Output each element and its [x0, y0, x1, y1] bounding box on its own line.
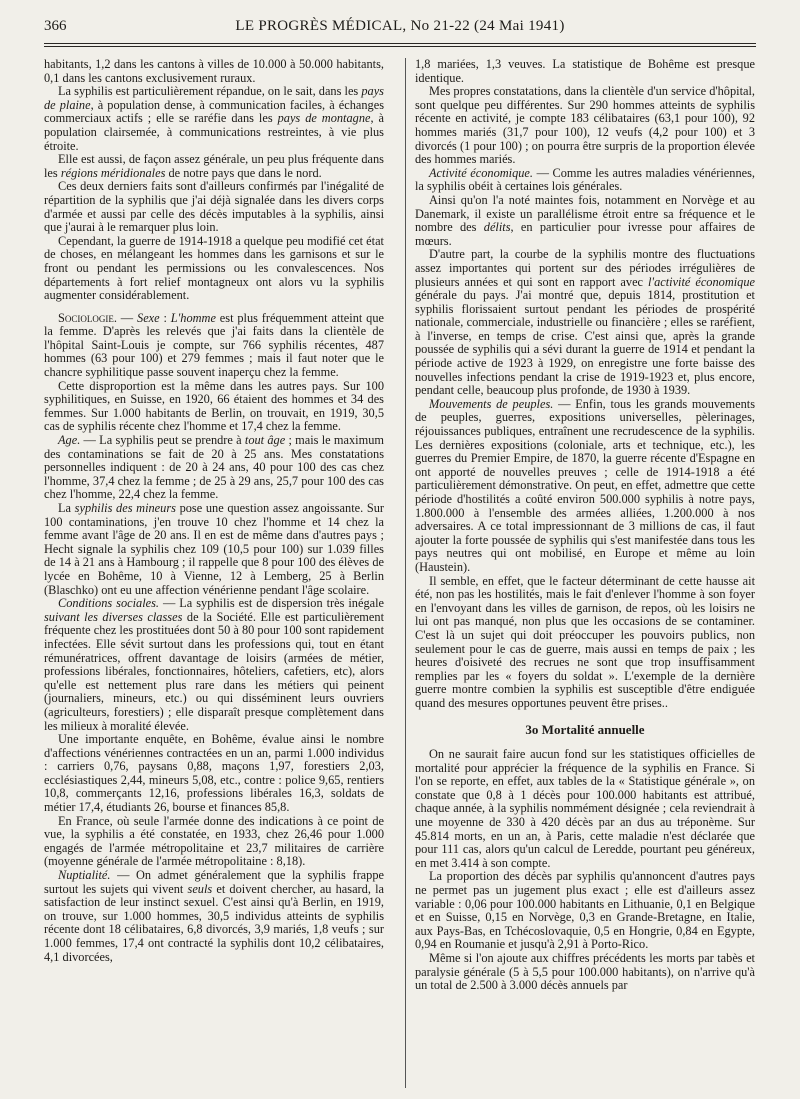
running-header	[44, 18, 756, 40]
paragraph: Cette disproportion est la même dans les autres pays. Sur 100 syphilitiques, en Suisse, en 1920, 66 étaient des hommes et 34 des femmes. Sur 1.000 habitants de Berlin, on trouvait, en 1919, 30,5 cas de syphilis récente chez l'homme et 17,4 chez la femme.	[44, 378, 384, 434]
paragraph: Il semble, en effet, que le facteur déterminant de cette hausse ait été, non pas les hostilités, mais le fait d'enlever l'homme à son foyer en l'envoyant dans les villes de garnison, de repos, où les loisirs ne lui ont pas manqué, non plus que les occasions de se contaminer. C'est là un sujet qui doit préoccuper les pouvoirs publics, non seulement pour le cas de guerre, mais aussi en temps de paix ; les heures d'oisiveté des recrues ne sont que trop insuffisamment remplies par les « foyers du soldat ». L'exemple de la dernière guerre montre combien la syphilis est susceptible d'être endiguée quand des mesures opportunes peuvent être prises..	[415, 573, 755, 710]
paragraph: La syphilis est particulièrement répandue, on le sait, dans les pays de plaine, à population dense, à communication faciles, à échanges commerciaux actifs ; elle se raréfie dans les pays de montagne, à population clairsemée, à communications restreintes, à vie plus étroite.	[44, 84, 385, 153]
header-rule	[44, 43, 756, 44]
paragraph: Une importante enquête, en Bohême, évalue ainsi le nombre d'affections vénériennes contractées en un an, parmi 1.000 individus : carriers 0,76, paysans 0,88, maçons 1,97, forestiers 2,03, ecclésiastiques 2,44, mineurs 5,08, etc., contre : police 9,65, rentiers 10,8, commerçants 12,16, professions libérales 16,3, soldats de métier 17,4, étudiants 26, bourse et finances 85,8.	[44, 732, 384, 815]
right-column	[415, 58, 755, 993]
paragraph: Elle est aussi, de façon assez générale, un peu plus fréquente dans les régions méridionales de notre pays que dans le nord.	[44, 152, 384, 180]
section-heading: 3o Mortalité annuelle	[525, 721, 645, 737]
paragraph-sociologie: Sociologie. — Sexe : L'homme est plus fréquemment atteint que la femme. D'après les relevés que j'ai faits dans la clientèle de l'hôpital Saint-Louis je compte, sur 766 syphilis récentes, 487 hommes (63 pour 100) et 279 femmes ; mais il faut noter que le chancre syphilitique passe souvent inaperçu chez la femme.	[44, 310, 384, 380]
column-divider	[405, 58, 406, 1088]
paragraph: Ces deux derniers faits sont d'ailleurs confirmés par l'inégalité de répartition de la syphilis que j'ai déjà signalée dans les divers corps d'armée et aussi par celle des décès imputables à la syphilis, ainsi que j'aurai à le remarquer plus loin.	[44, 179, 384, 235]
paragraph: Mes propres constatations, dans la clientèle d'un service d'hôpital, sont quelque peu différentes. Sur 290 hommes atteints de syphilis récente en activité, je compte 183 célibataires (63,1 pour 100), 92 hommes mariés (31,7 pour 100), 12 veufs (4,2 pour 100) et 3 divorcés (1 pour 100) ; on pourra être surpris de la proportion élevée des hommes mariés.	[415, 84, 755, 167]
paragraph: Ainsi qu'on l'a noté maintes fois, notamment en Norvège et au Danemark, il existe un parallélisme étroit entre sa fréquence et le nombre des délits, en particulier pour ivresse pour affaires de mœurs.	[415, 192, 756, 248]
left-column	[44, 58, 384, 964]
paragraph: habitants, 1,2 dans les cantons à villes de 10.000 à 50.000 habitants, 0,1 dans les cantons exclusivement ruraux.	[44, 57, 384, 85]
paragraph: Même si l'on ajoute aux chiffres précédents les morts par tabès et paralysie générale (5 à 5,5 pour 100.000 habitants), on n'arrive qu'à un total de 2.500 à 3.000 décès annuels par	[415, 951, 755, 993]
paragraph: En France, où seule l'armée donne des indications à ce point de vue, la syphilis a été constatée, en 1933, chez 26,46 pour 1.000 engagés de l'armée métropolitaine et 23,7 militaires de carrière (moyenne générale de l'armée métropolitaine : 8,18).	[44, 813, 384, 869]
paragraph-nuptialite: Nuptialité. — On admet généralement que la syphilis frappe surtout les sujets qui vivent seuls et doivent chercher, au hasard, la satisfaction de leur instinct sexuel. C'est ainsi qu'à Berlin, en 1919, on trouve, sur 1.000 hommes, 30,5 individus atteints de syphilis récente dont 18 célibataires, 6,8 divorcés, 3,9 mariés, 1,8 veufs ; sur 1.000 femmes, 17,4 ont contracté la syphilis dont 10,2 célibataires, 4,1 divorcées,	[44, 868, 384, 964]
paragraph-age: Age. — La syphilis peut se prendre à tout âge ; mais le maximum des contaminations se fait de 20 à 25 ans. Mes constatations personnelles indiquent : de 20 à 24 ans, 40 pour 100 des cas chez l'homme, 37,4 chez la femme ; de 25 à 29 ans, 25,7 pour 100 des cas chez l'homme, 22,4 chez la femme.	[44, 433, 384, 502]
page-number: 366	[44, 18, 67, 34]
header-rule-double	[44, 46, 756, 47]
paragraph: La syphilis des mineurs pose une question assez angoissante. Sur 100 contaminations, j'en trouve 10 chez l'homme et 14 chez la femme avant l'âge de 20 ans. Il en est de même dans d'autres pays ; Hecht signale la syphilis chez 109 (10,5 pour 100) sur 1.039 filles de 14 à 21 ans à Hambourg ; il rappelle que 8 pour 100 des élèves de lycée en Bohême, 10 à Vienne, 12 à Lemberg, 25 à Berlin (Blaschko) ont eu une affection vénérienne pendant l'âge scolaire.	[44, 501, 384, 597]
paragraph: Cependant, la guerre de 1914-1918 a quelque peu modifié cet état de choses, en mélangeant les hommes dans les garnisons et sur le front ou pendant les permissions ou les convalescences. Nos départements à fort relief montagneux ont alors vu la syphilis augmenter considérablement.	[44, 233, 384, 303]
paragraph-activite-economique: Activité économique. — Comme les autres maladies vénériennes, la syphilis obéit à certaines lois générales.	[415, 165, 755, 194]
paragraph: On ne saurait faire aucun fond sur les statistiques officielles de mortalité pour apprécier la fréquence de la syphilis en France. Si l'on se reporte, en effet, aux tables de la « Statistique générale », on constate que 0,8 à 1 décès pour 100.000 habitants est attribué, chaque année, à la syphilis nommément désignée ; cela reviendrait à une moyenne de 330 à 420 décès par an dus au tréponème. Sur 45.814 morts, en un an, à Paris, cette maladie n'est déclarée que pour 111 cas, alors qu'un calcul de Leredde, pourtant peu généreux, en met 3.414 à son compte.	[415, 747, 755, 870]
journal-title: LE PROGRÈS MÉDICAL, No 21-22 (24 Mai 1941)	[235, 18, 565, 34]
paragraph-conditions-sociales: Conditions sociales. — La syphilis est de dispersion très inégale suivant les diverses classes de la Société. Elle est particulièrement fréquente chez les prostituées dont 50 à 80 pour 100 sont rapidement infectées. Elle sévit surtout dans les professions qui, tout en étant rémunératrices, offrent davantage de loisirs (armées de métier, professions libérales, fonctionnaires, hôteliers, cafetiers, etc), alors qu'elle est nettement plus rare dans les métiers qui peinent (journaliers, mineurs, etc.) ou qui disséminent leurs ouvriers (agriculteurs, forestiers) ; elle disparaît presque complètement dans les milieux à moralité élevée.	[44, 596, 385, 733]
paragraph: D'autre part, la courbe de la syphilis montre des fluctuations assez importantes qui portent sur des périodes irrégulières de plusieurs années et qui sont en rapport avec l'activité économique générale du pays. J'ai montré que, depuis 1814, prostitution et syphilis florissaient surtout pendant les périodes de prospérité nationale, commerciale, industrielle ou financière ; elles se raréfient, à l'inverse, en temps de crise. C'est ainsi que, après la grande poussée de syphilis qui a sévi durant la guerre de 1914 et pendant la période active de 1923 à 1929, on enregistre une forte baisse des nouvelles infections pendant la crise de 1919-1923 et, plus encore, pendant celle, beaucoup plus profonde, de 1930 à 1939.	[415, 247, 755, 398]
paragraph: 1,8 mariées, 1,3 veuves. La statistique de Bohême est presque identique.	[415, 57, 755, 85]
paragraph-mouvements-de-peuples: Mouvements de peuples. — Enfin, tous les grands mouvements de peuples, guerres, expositions universelles, pèlerinages, réjouissances publiques, entraînent une recrudescence de la syphilis. Les dernières expositions (coloniale, arts et technique, etc.), les guerres du Premier Empire, de 1870, la guerre récente d'Espagne en ont apporté de nouvelles preuves ; celle de 1914-1918 a été particulièrement démonstrative. On peut, en effet, admettre que cette période d'hostilités a coûté environ 500.000 syphilis à notre pays, 1.800.000 à l'ensemble des armées alliées, 1.200.000 à nos adversaires. A ce total impressionnant de 3 millions de cas, il faut ajouter la forte poussée de syphilis qui s'est manifestée dans tous les pays neutres qui ont mobilisé, en Europe et même au loin (Haustein).	[415, 396, 755, 574]
paragraph: La proportion des décès par syphilis qu'annoncent d'autres pays ne permet pas un jugement plus exact ; elle est d'ailleurs assez variable : 0,06 pour 100.000 habitants en Lithuanie, 0,1 en Belgique et en Suisse, 0,15 en Norvège, 0,3 en Grande-Bretagne, en Italie, aux Pays-Bas, en Tchécoslovaquie, 0,5 en Hongrie, 0,84 en Egypte, 0,94 en Roumanie et jusqu'à 2,91 à Porto-Rico.	[415, 869, 755, 952]
